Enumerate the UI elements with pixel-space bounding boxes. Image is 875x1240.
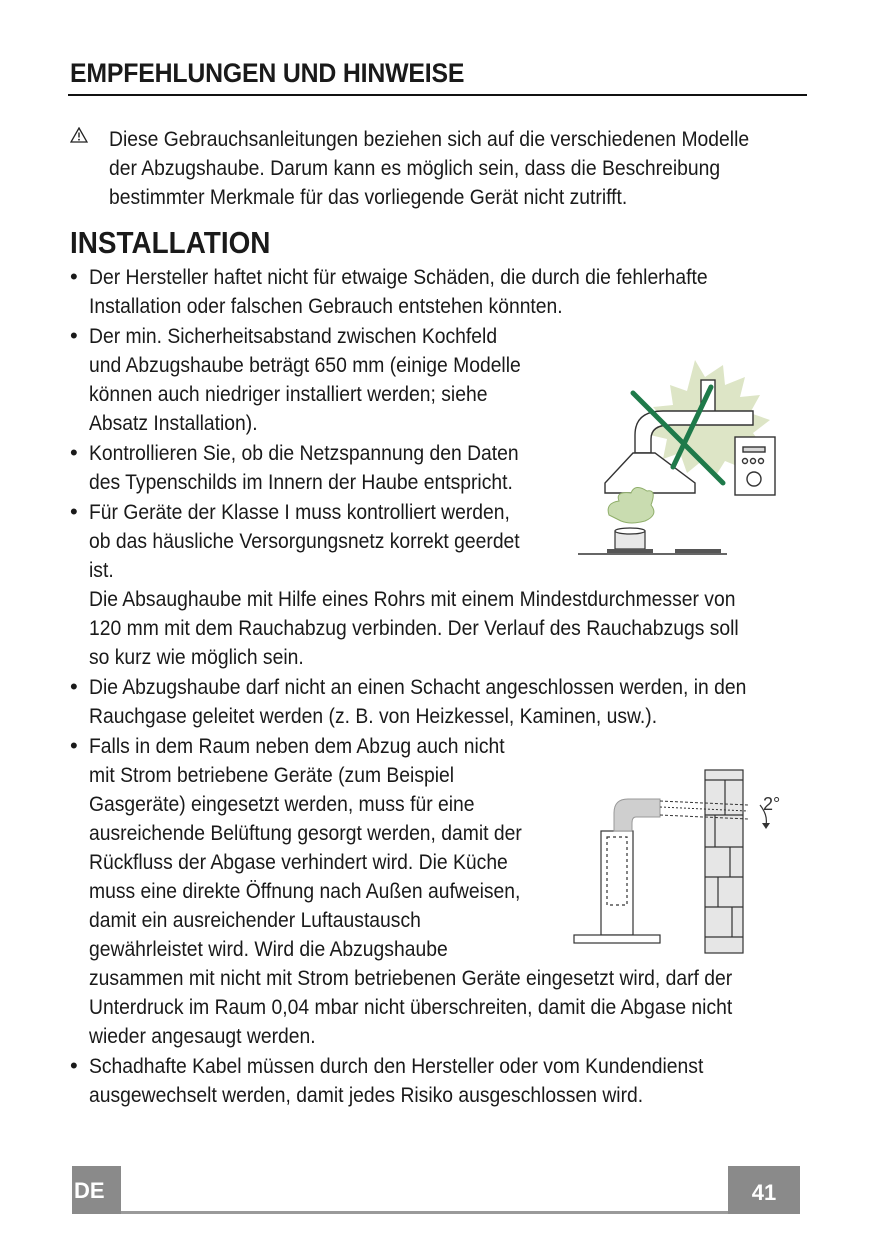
- page-number: 41: [751, 1180, 777, 1205]
- bullet-marker: •: [70, 674, 78, 699]
- bullet-marker: •: [70, 323, 78, 348]
- note-line: der Abzugshaube. Darum kann es möglich sein, dass die Beschreibung: [109, 157, 721, 180]
- bullet-marker: •: [70, 1053, 78, 1078]
- hood-installation-illustration: [575, 355, 780, 560]
- bullet6-line: Gasgeräte) eingesetzt werden, muss für eine: [89, 793, 475, 816]
- bullet-marker: •: [70, 499, 78, 524]
- bullet6-line: muss eine direkte Öffnung nach Außen aufweisen,: [89, 880, 521, 903]
- duct-slope-illustration: [570, 765, 790, 955]
- bullet2-line: und Abzugshaube beträgt 650 mm (einige Modelle: [89, 354, 521, 377]
- bullet4-line: so kurz wie möglich sein.: [89, 646, 304, 669]
- note-line: bestimmter Merkmale für das vorliegende Gerät nicht zutrifft.: [109, 186, 628, 209]
- warning-note-text: [109, 125, 750, 212]
- bullet4-line: Für Geräte der Klasse I muss kontrolliert werden,: [89, 501, 510, 524]
- cooking-pot: [607, 487, 721, 553]
- slope-arrow-head: [762, 823, 770, 829]
- chimney-duct: [574, 831, 660, 943]
- bullet4-line: Die Absaughaube mit Hilfe eines Rohrs mit einem Mindestdurchmesser von: [89, 588, 736, 611]
- bullet4-line: ob das häusliche Versorgungsnetz korrekt geerdet: [89, 530, 520, 553]
- bullet-marker: •: [70, 440, 78, 465]
- bullet6-line: Falls in dem Raum neben dem Abzug auch nicht: [89, 735, 505, 758]
- brick-wall: [705, 770, 743, 953]
- bullet-marker: •: [70, 733, 78, 758]
- warning-triangle-icon: [70, 127, 88, 143]
- note-line: Diese Gebrauchsanleitungen beziehen sich auf die verschiedenen Modelle: [109, 128, 750, 151]
- bullet6-line: gewährleistet wird. Wird die Abzugshaube: [89, 938, 448, 961]
- bullet2-line: Der min. Sicherheitsabstand zwischen Kochfeld: [89, 325, 498, 348]
- bullet6-line: Unterdruck im Raum 0,04 mbar nicht überschreiten, damit die Abgase nicht: [89, 996, 733, 1019]
- bullet6-line: damit ein ausreichender Luftaustausch: [89, 909, 421, 932]
- bullet6-line: mit Strom betriebene Geräte (zum Beispiel: [89, 764, 455, 787]
- bullet3-line: des Typenschilds im Innern der Haube entspricht.: [89, 471, 513, 494]
- bullet6-line: zusammen mit nicht mit Strom betriebenen Geräte eingesetzt wird, darf der: [89, 967, 733, 990]
- bullet6-line: wieder angesaugt werden.: [89, 1025, 316, 1048]
- bullet6-line: Rückfluss der Abgase verhindert wird. Die Küche: [89, 851, 508, 874]
- page-number-tab: [728, 1166, 800, 1214]
- bullet4-line: 120 mm mit dem Rauchabzug verbinden. Der Verlauf des Rauchabzugs soll: [89, 617, 739, 640]
- heading-rule: [68, 94, 807, 96]
- bullet6-line: ausreichende Belüftung gesorgt werden, damit der: [89, 822, 522, 845]
- language-tab: [72, 1166, 121, 1214]
- bullet4-line: ist.: [89, 559, 114, 582]
- bullet7-line: Schadhafte Kabel müssen durch den Hersteller oder vom Kundendienst: [89, 1055, 704, 1078]
- bullet1-line: Der Hersteller haftet nicht für etwaige Schäden, die durch die fehlerhafte: [89, 266, 708, 289]
- bullet-marker: •: [70, 264, 78, 289]
- bullet5-line: Die Abzugshaube darf nicht an einen Schacht angeschlossen werden, in den: [89, 676, 747, 699]
- bullet1-line: Installation oder falschen Gebrauch entstehen könnten.: [89, 295, 563, 318]
- bullet7-line: ausgewechselt werden, damit jedes Risiko ausgeschlossen wird.: [89, 1084, 644, 1107]
- language-code: DE: [74, 1178, 105, 1203]
- section-heading-recommendations: EMPFEHLUNGEN UND HINWEISE: [70, 58, 465, 88]
- footer-rule: [121, 1211, 728, 1214]
- bullet3-line: Kontrollieren Sie, ob die Netzspannung den Daten: [89, 442, 519, 465]
- section-title-installation: INSTALLATION: [70, 225, 271, 260]
- slope-angle-label: 2°: [763, 794, 781, 814]
- bullet5-line: Rauchgase geleitet werden (z. B. von Heizkessel, Kaminen, usw.).: [89, 705, 658, 728]
- bullet2-line: Absatz Installation).: [89, 412, 258, 435]
- bullet2-line: können auch niedriger installiert werden; siehe: [89, 383, 488, 406]
